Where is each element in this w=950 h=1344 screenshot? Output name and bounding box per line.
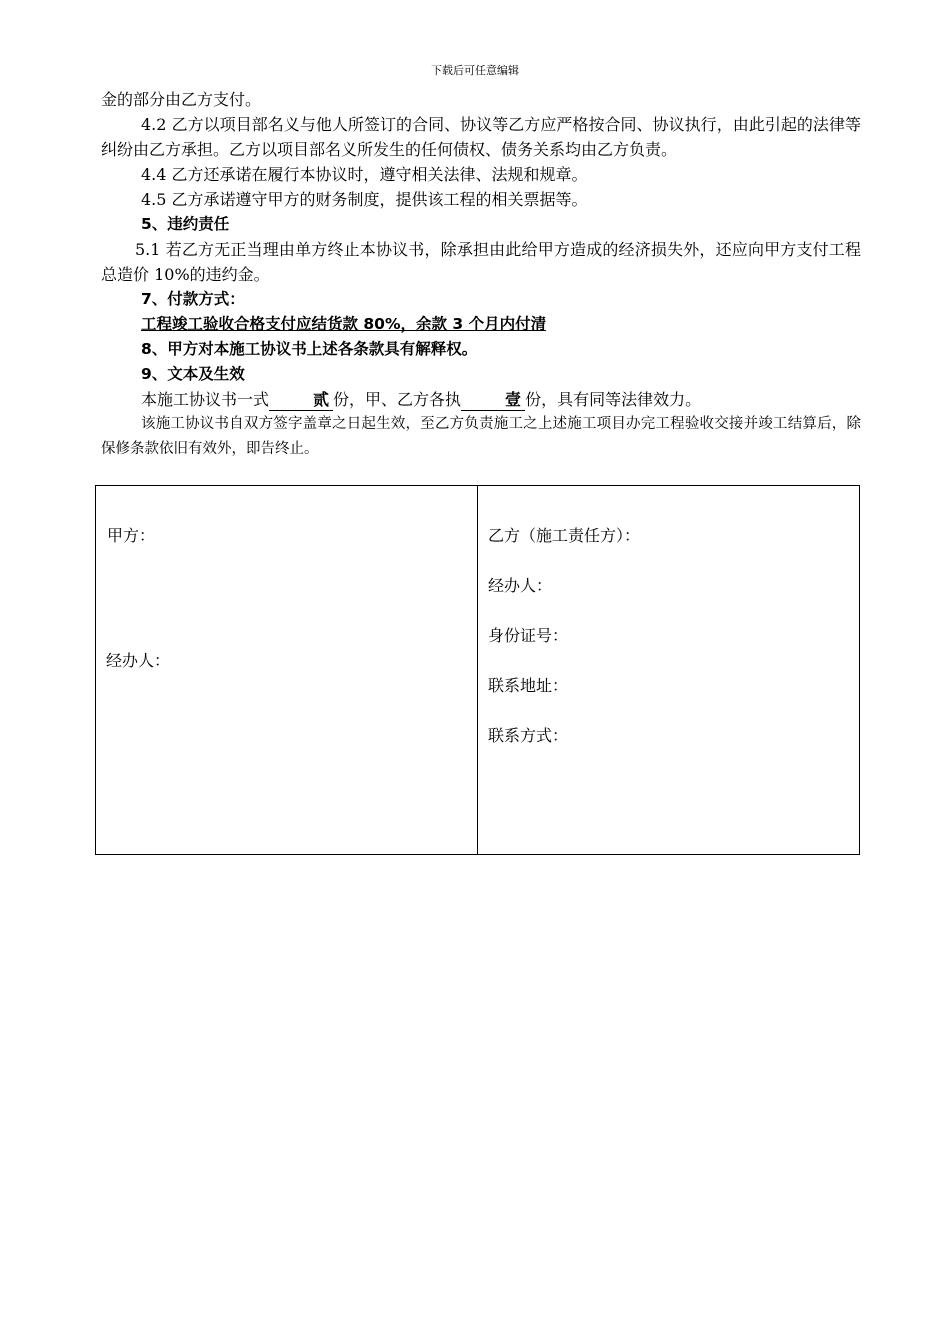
agreement-body bbox=[101, 87, 861, 462]
party-b-cell bbox=[478, 486, 859, 854]
copies-mid: 份，甲、乙方各执 bbox=[333, 390, 462, 409]
party-b-contact-label: 联系方式： bbox=[488, 726, 569, 745]
payment-terms bbox=[101, 312, 861, 337]
party-a-label: 甲方： bbox=[107, 526, 156, 545]
section-5-heading: 5、违约责任 bbox=[141, 215, 230, 233]
copies-clause bbox=[101, 387, 861, 412]
party-b-id-label: 身份证号： bbox=[488, 626, 569, 645]
party-b-agent-label: 经办人： bbox=[488, 576, 553, 595]
section-9-heading: 9、文本及生效 bbox=[141, 365, 245, 383]
clause-4-5: 4.5 乙方承诺遵守甲方的财务制度，提供该工程的相关票据等。 bbox=[141, 190, 588, 209]
section-8-heading: 8、甲方对本施工协议书上述各条款具有解释权。 bbox=[141, 340, 478, 358]
party-a-cell bbox=[96, 486, 478, 854]
copies-count: 贰 bbox=[269, 390, 333, 411]
clause-4-4: 4.4 乙方还承诺在履行本协议时，遵守相关法律、法规和规章。 bbox=[141, 165, 588, 184]
clause-5-1: 5.1 若乙方无正当理由单方终止本协议书，除承担由此给甲方造成的经济损失外，还应向甲方支付工程总造价 10%的违约金。 bbox=[101, 240, 861, 284]
effective-clause: 该施工协议书自双方签字盖章之日起生效，至乙方负责施工之上述施工项目办完工程验收交接并竣工结算后，除保修条款依旧有效外，即告终止。 bbox=[101, 416, 861, 457]
copies-suffix: 份，具有同等法律效力。 bbox=[525, 390, 702, 409]
party-a-agent-label: 经办人： bbox=[106, 651, 171, 670]
copies-prefix: 本施工协议书一式 bbox=[141, 390, 270, 409]
copies-each: 壹 bbox=[461, 390, 525, 411]
party-b-label: 乙方（施工责任方）： bbox=[488, 526, 641, 545]
payment-terms-text: 工程竣工验收合格支付应结货款 80%，余款 3 个月内付清 bbox=[141, 315, 547, 333]
paragraph-payment-continuation: 金的部分由乙方支付。 bbox=[101, 90, 262, 109]
party-b-address-label: 联系地址： bbox=[488, 676, 569, 695]
signature-table bbox=[95, 485, 860, 855]
clause-4-2: 4.2 乙方以项目部名义与他人所签订的合同、协议等乙方应严格按合同、协议执行，由此引起的法律等纠纷由乙方承担。乙方以项目部名义所发生的任何债权、债务关系均由乙方负责。 bbox=[101, 115, 861, 159]
section-7-heading: 7、付款方式： bbox=[141, 290, 245, 308]
page-header-note: 下载后可任意编辑 bbox=[431, 64, 519, 77]
